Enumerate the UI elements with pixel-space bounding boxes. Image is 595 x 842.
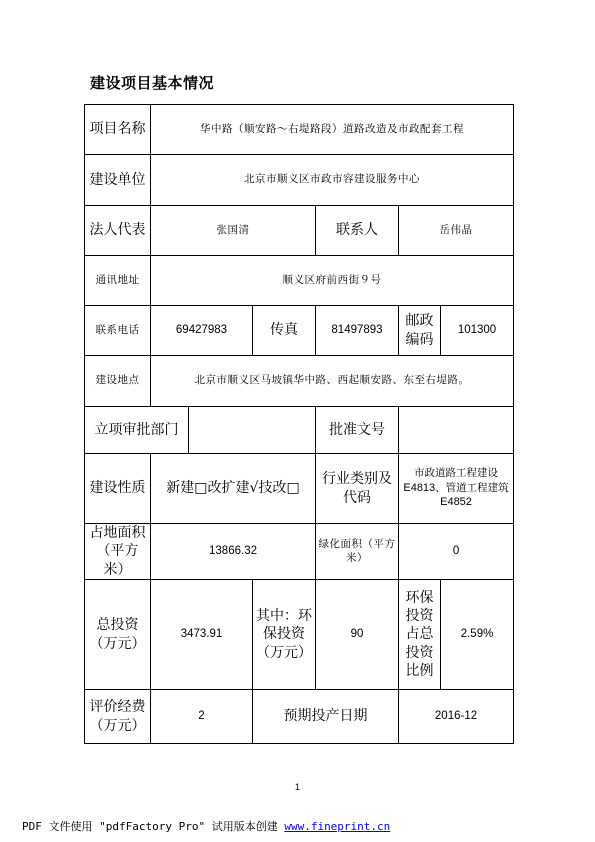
value-assessment-fee: 2: [151, 690, 253, 744]
footer-link[interactable]: www.fineprint.cn: [284, 820, 391, 833]
row-project-name: [85, 105, 514, 155]
label-construction-unit: 建设单位: [85, 155, 151, 206]
label-location: 建设地点: [85, 356, 151, 407]
row-address: [85, 256, 514, 306]
label-legal-rep: 法人代表: [85, 206, 151, 256]
label-fax: 传真: [253, 306, 316, 356]
row-assessment: [85, 690, 514, 744]
industry-line-2: 、管道工程建筑: [435, 481, 509, 494]
value-fax: 81497893: [316, 306, 399, 356]
label-env-investment: 其中：环保投资（万元）: [253, 580, 316, 690]
label-address: 通讯地址: [85, 256, 151, 306]
row-location: [85, 356, 514, 407]
section-title: 建设项目基本情况: [90, 74, 215, 92]
value-construction-unit: 北京市顺义区市政市容建设服务中心: [151, 155, 514, 206]
label-approval-number: 批准文号: [316, 407, 399, 454]
footer-text: PDF 文件使用 "pdfFactory Pro" 试用版本创建: [22, 820, 285, 833]
label-postcode: 邮政编码: [399, 306, 441, 356]
label-contact-person: 联系人: [316, 206, 399, 256]
value-approval-department: [189, 407, 316, 454]
page-number: 1: [294, 782, 300, 792]
label-phone: 联系电话: [85, 306, 151, 356]
value-construction-nature: 新建□改扩建√技改□: [151, 454, 316, 524]
industry-code-1: E4813: [403, 481, 436, 494]
row-investment: [85, 580, 514, 690]
value-production-date: 2016-12: [399, 690, 514, 744]
label-industry-category: 行业类别及代码: [316, 454, 399, 524]
pdf-footer: [22, 818, 390, 834]
label-assessment-fee: 评价经费（万元）: [85, 690, 151, 744]
value-approval-number: [399, 407, 514, 454]
row-nature: [85, 454, 514, 524]
value-location: 北京市顺义区马坡镇华中路、西起顺安路、东至右堤路。: [151, 356, 514, 407]
label-total-investment: 总投资（万元）: [85, 580, 151, 690]
label-green-area: 绿化面积（平方米）: [316, 524, 399, 580]
value-postcode: 101300: [441, 306, 514, 356]
row-approval: [85, 407, 514, 454]
value-industry-category: [399, 454, 514, 524]
value-legal-rep: 张国清: [151, 206, 316, 256]
label-production-date: 预期投产日期: [253, 690, 399, 744]
label-construction-nature: 建设性质: [85, 454, 151, 524]
row-construction-unit: [85, 155, 514, 206]
value-project-name: 华中路（顺安路～右堤路段）道路改造及市政配套工程: [151, 105, 514, 155]
label-project-name: 项目名称: [85, 105, 151, 155]
label-land-area: 占地面积（平方米）: [85, 524, 151, 580]
project-info-table: [84, 104, 514, 744]
value-land-area: 13866.32: [151, 524, 316, 580]
label-approval-department: 立项审批部门: [85, 407, 189, 454]
label-env-ratio: 环保投资占总投资比例: [399, 580, 441, 690]
value-total-investment: 3473.91: [151, 580, 253, 690]
row-phone: [85, 306, 514, 356]
industry-code-2: E4852: [440, 496, 472, 509]
row-legal-rep: [85, 206, 514, 256]
value-green-area: 0: [399, 524, 514, 580]
row-land-area: [85, 524, 514, 580]
industry-line-1: 市政道路工程建设: [414, 467, 499, 480]
value-env-investment: 90: [316, 580, 399, 690]
value-env-ratio: 2.59%: [441, 580, 514, 690]
value-phone: 69427983: [151, 306, 253, 356]
value-contact-person: 岳伟晶: [399, 206, 514, 256]
value-address: 顺义区府前西街９号: [151, 256, 514, 306]
